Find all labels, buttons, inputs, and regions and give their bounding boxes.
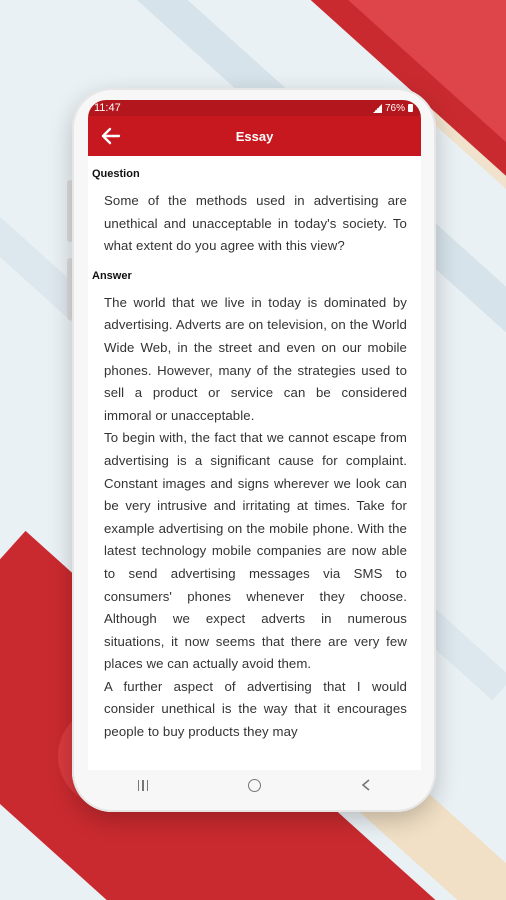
battery-percent: 76% bbox=[384, 102, 405, 114]
essay-content bbox=[88, 156, 421, 744]
arrow-left-icon[interactable] bbox=[98, 123, 124, 149]
answer-paragraph: To begin with, the fact that we cannot escape from advertising is a significant cause for complaint. Constant images and signs wherever we look can be very intrusive and irritating at times. Take for example advertising on the mobile phone. With the latest technology mobile companies are now able to send advertising messages via SMS to consumers' phones whenever they choose. Although we expect adverts in numerous situations, it now seems that there are very few places we can actually avoid them. bbox=[104, 430, 407, 672]
recent-apps-icon[interactable] bbox=[138, 780, 149, 791]
battery-icon bbox=[408, 104, 413, 112]
answer-paragraph: A further aspect of advertising that I would consider unethical is the way that it encourages people to buy products they may bbox=[104, 678, 407, 740]
status-time: 11:47 bbox=[94, 102, 121, 114]
app-bar bbox=[88, 116, 421, 156]
home-icon[interactable] bbox=[248, 779, 261, 792]
question-label: Question bbox=[92, 168, 140, 180]
status-bar bbox=[88, 100, 421, 116]
answer-paragraph: The world that we live in today is dominated by advertising. Adverts are on television, on the World Wide Web, in the street and even on our mobile phones. However, many of the strategies used to sell a product or service can be considered immoral or unacceptable. bbox=[104, 294, 407, 423]
nav-back-icon[interactable] bbox=[361, 779, 371, 791]
page-title: Essay bbox=[235, 128, 274, 144]
question-text: Some of the methods used in advertising are unethical and unacceptable in today's society. To what extent do you agree with this view? bbox=[104, 193, 407, 254]
app-screen bbox=[88, 100, 421, 770]
status-indicators bbox=[373, 103, 413, 114]
answer-label: Answer bbox=[92, 269, 132, 282]
system-nav-bar bbox=[88, 770, 421, 800]
signal-icon bbox=[373, 104, 382, 113]
